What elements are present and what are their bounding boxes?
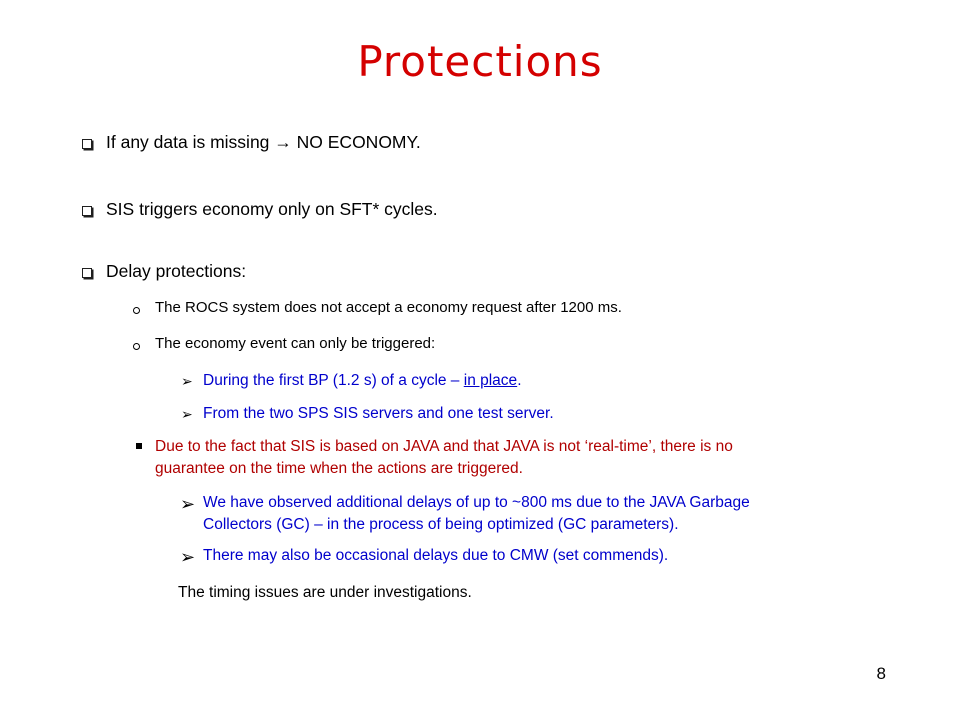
box-bullet-icon — [82, 139, 92, 149]
detail-gc-line2: Collectors (GC) – in the process of being optimized (GC parameters). — [203, 516, 679, 533]
note-java-line2: guarantee on the time when the actions are triggered. — [155, 460, 523, 477]
page-number: 8 — [876, 664, 886, 683]
bullet-missing-data — [106, 131, 421, 153]
arrow-bullet-icon: ➢ — [180, 547, 196, 567]
detail-cmw: There may also be occasional delays due to CMW (set commends). — [203, 547, 669, 564]
arrow-bullet-icon: ➢ — [181, 406, 193, 422]
bullet-text: NO ECONOMY. — [291, 132, 421, 152]
detail-gc-line1: We have observed additional delays of up to ~800 ms due to the JAVA Garbage — [203, 494, 750, 511]
bullet-delay-protections: Delay protections: — [106, 261, 247, 281]
slide-title: Protections — [357, 37, 603, 86]
sub-bullet-triggered: The economy event can only be triggered: — [155, 335, 436, 352]
circle-bullet-icon — [133, 307, 140, 314]
timing-issues-text: The timing issues are under investigations. — [178, 584, 472, 601]
arrow-bullet-icon: ➢ — [181, 373, 193, 389]
trigger-first-bp-end: . — [517, 372, 522, 389]
box-bullet-icon — [82, 268, 92, 278]
bullet-text: If any data is missing — [106, 132, 275, 152]
arrow-bullet-icon: ➢ — [180, 494, 196, 514]
arrow-right-icon: → — [274, 132, 292, 152]
sub-bullet-rocs: The ROCS system does not accept a economy request after 1200 ms. — [155, 299, 622, 316]
trigger-sis-servers: From the two SPS SIS servers and one test server. — [203, 405, 554, 422]
trigger-first-bp-text: During the first BP (1.2 s) of a cycle – — [203, 372, 464, 389]
trigger-first-bp — [203, 370, 522, 391]
note-java-line1: Due to the fact that SIS is based on JAVA and that JAVA is not ‘real-time’, there is no — [155, 438, 733, 455]
bullet-sft-cycles: SIS triggers economy only on SFT* cycles. — [106, 199, 438, 219]
circle-bullet-icon — [133, 343, 140, 350]
box-bullet-icon — [82, 206, 92, 216]
in-place-link[interactable]: in place — [463, 372, 518, 389]
square-bullet-icon — [136, 443, 142, 449]
